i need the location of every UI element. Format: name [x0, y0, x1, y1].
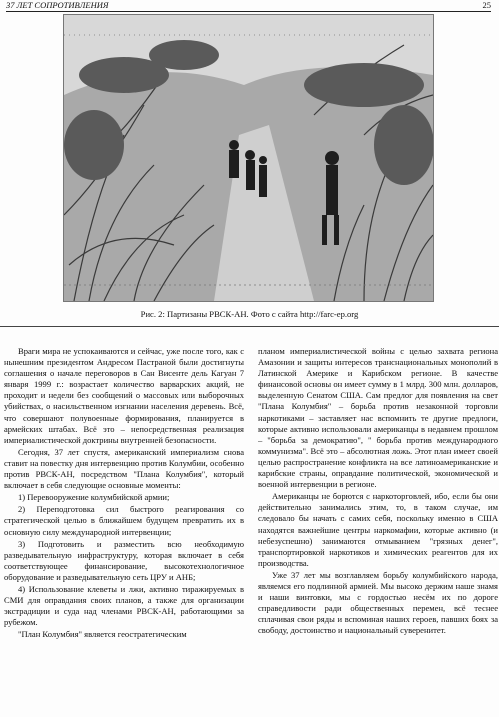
running-title: 37 ЛЕТ СОПРОТИВЛЕНИЯ [6, 0, 109, 10]
paragraph: "План Колумбия" является геостратегическим [18, 629, 187, 640]
figure-photo [63, 14, 434, 302]
paragraph: Американцы не борются с наркоторговлей, ибо, если бы они действительно занимались этим, то, в таком случае, им следовало бы начать с самих себя, поскольку именно в США находятся важнейшие центры наркомафии, которые активно (и небезуспешно) занимаются отмыванием "грязных денег", транспортировкой наркотиков и химических реагентов для их производства. [258, 491, 498, 568]
paragraph: планом империалистической войны с целью захвата региона Амазонии и защиты интересов транснациональных монополий в Латинской Америке и Карибском регионе. В качестве финансовой основы он имеет сумму в 1 млрд. 300 млн. долларов, выделенную Сенатом США. Сам предлог для появления на свет "Плана Колумбия" – борьба против незаконной торговли наркотиками – заставляет нас вспомнить те другие предлоги, которые активно использовали американцы в недавнем прошлом – "борьба за демократию", " борьба против международного коммунизма". Всё это – абсолютная ложь. Этот план имеет своей целью распространение конфликта на все латиноамериканские и карибские страны, оправдание политической, экономической и военной интервенции в регионе. [258, 346, 498, 490]
paragraph: Сегодня, 37 лет спустя, американский империализм снова ставит на повестку дня интервенцию против Колумбии, особенно против РВСК-АН, посредством "Плана Колумбия", который включает в себя следующие основные моменты: [4, 446, 244, 491]
list-item: 2) Переподготовка сил быстрого реагирования со стратегической целью в ближайшем будущем превратить их в основную силу международной интервенции; [4, 504, 244, 537]
section-divider [0, 326, 499, 327]
paragraph: Враги мира не успокаиваются и сейчас, уже после того, как с нынешним президентом Андресом Пастраной были достигнуты соглашения о начале переговоров в Сан Висенте дель Кагуан 7 января 1999 г.: возрастает количество варварских акций, не проходит и недели без сообщений о массовых или выборочных убийствах, о насильственном изгнании населения деревень. Всё, что совершают полувоенные формирования, планируется в армейских штабах. Всё это – непосредственная реализация империалистической доктрины внутренней безопасности. [4, 346, 244, 445]
list-item: 3) Подготовить и разместить всю необходимую разведывательную инфраструктуру, которая включает в себя соответствующее финансирование, высокотехнологичное оборудование и разведывательную сеть ЦРУ и АНБ; [4, 538, 244, 582]
list-item: 1) Перевооружение колумбийской армии; [18, 492, 170, 503]
article-column-right [258, 346, 498, 716]
figure-caption: Рис. 2: Партизаны РВСК-АН. Фото с сайта http://farc-ep.org [140, 309, 359, 319]
jungle-photo-illustration [64, 15, 433, 301]
list-item: 4) Использование клеветы и лжи, активно тиражируемых в СМИ для оправдания своих планов, а также для организации экстрадиции и суда над членами РВСК-АН, работающими за рубежом. [4, 583, 244, 628]
running-header [6, 0, 491, 12]
page-number: 25 [482, 0, 491, 10]
article-column-left [4, 346, 244, 716]
paragraph: Уже 37 лет мы возглавляем борьбу колумбийского народа, являемся его подлинной армией. Мы высоко держим наше знамя и наши винтовки, мы с гордостью несём их по дороге справедливости ради общественных перемен, всё теснее сплачивая свои ряды и вспоминая наших героев, павших боях за свободу, достоинство и национальный суверенитет. [258, 569, 498, 636]
